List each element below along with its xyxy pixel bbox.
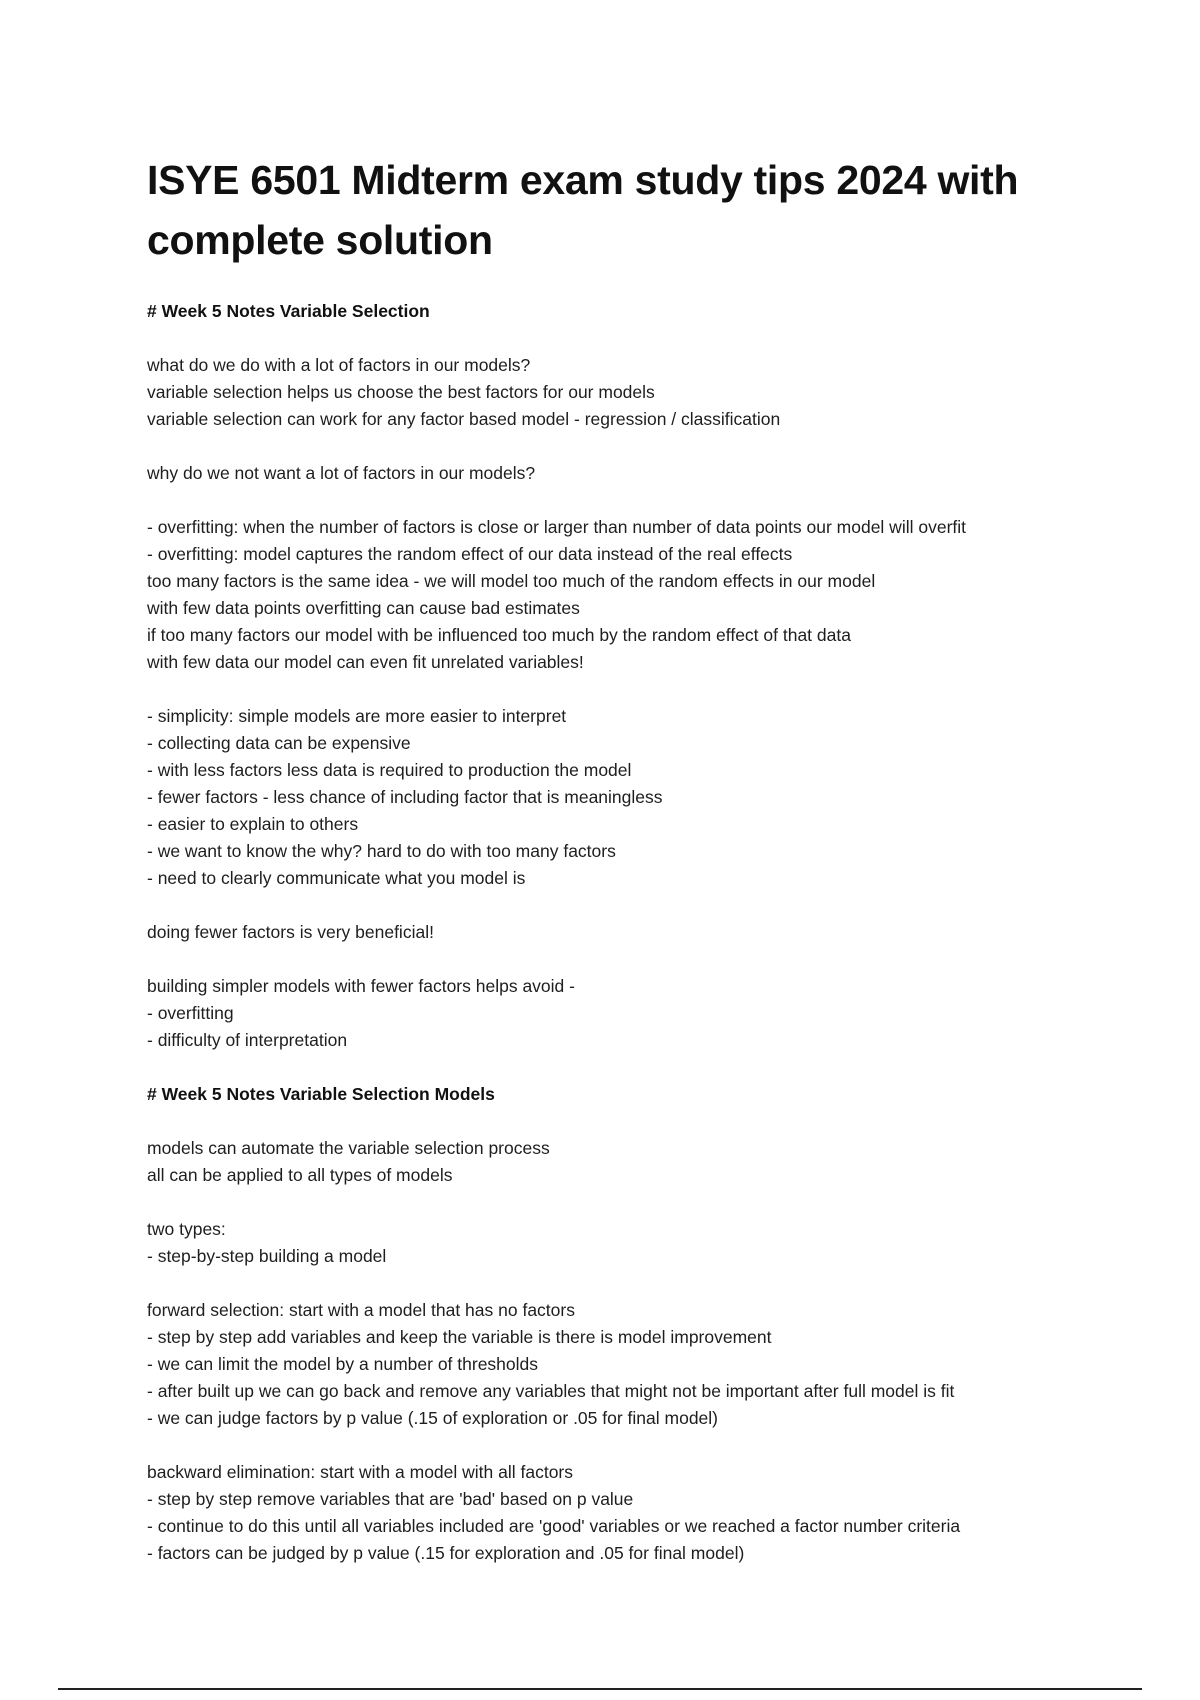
list-item: - overfitting xyxy=(147,1003,234,1023)
spacer xyxy=(147,1108,1047,1135)
section-heading-variable-selection-models: # Week 5 Notes Variable Selection Models xyxy=(147,1084,495,1104)
spacer xyxy=(147,676,1047,703)
list-item: - after built up we can go back and remove any variables that might not be important after full model is fit xyxy=(147,1381,955,1401)
list-item: - step by step add variables and keep the variable is there is model improvement xyxy=(147,1327,772,1347)
text-line: variable selection helps us choose the best factors for our models xyxy=(147,382,655,402)
text-line: models can automate the variable selection process xyxy=(147,1138,550,1158)
text-line: - overfitting: model captures the random effect of our data instead of the real effects xyxy=(147,544,793,564)
text-line: backward elimination: start with a model with all factors xyxy=(147,1462,574,1482)
list-item: - step-by-step building a model xyxy=(147,1246,387,1266)
text-line: what do we do with a lot of factors in our models? xyxy=(147,355,531,375)
spacer xyxy=(147,1270,1047,1297)
text-line: doing fewer factors is very beneficial! xyxy=(147,922,434,942)
text-line: variable selection can work for any factor based model - regression / classification xyxy=(147,409,781,429)
list-item: - fewer factors - less chance of including factor that is meaningless xyxy=(147,787,663,807)
document-body xyxy=(147,150,1047,1567)
list-item: - collecting data can be expensive xyxy=(147,733,411,753)
spacer xyxy=(147,946,1047,973)
spacer xyxy=(147,1432,1047,1459)
spacer xyxy=(147,325,1047,352)
section-heading-variable-selection: # Week 5 Notes Variable Selection xyxy=(147,301,430,321)
list-item: - simplicity: simple models are more easier to interpret xyxy=(147,706,567,726)
list-item: - we can judge factors by p value (.15 of exploration or .05 for final model) xyxy=(147,1408,718,1428)
text-line: - overfitting: when the number of factors is close or larger than number of data points our model will overfit xyxy=(147,517,967,537)
text-line: why do we not want a lot of factors in our models? xyxy=(147,463,536,483)
spacer xyxy=(147,487,1047,514)
list-item: - difficulty of interpretation xyxy=(147,1030,348,1050)
spacer xyxy=(147,1054,1047,1081)
text-line: building simpler models with fewer factors helps avoid - xyxy=(147,976,575,996)
list-item: - easier to explain to others xyxy=(147,814,359,834)
text-line: too many factors is the same idea - we will model too much of the random effects in our model xyxy=(147,571,876,591)
spacer xyxy=(147,433,1047,460)
list-item: - continue to do this until all variables included are 'good' variables or we reached a factor number criteria xyxy=(147,1516,961,1536)
spacer xyxy=(147,1189,1047,1216)
text-line: if too many factors our model with be influenced too much by the random effect of that data xyxy=(147,625,851,645)
list-item: - step by step remove variables that are 'bad' based on p value xyxy=(147,1489,634,1509)
footer-divider xyxy=(58,1688,1142,1690)
list-item: - we can limit the model by a number of thresholds xyxy=(147,1354,539,1374)
text-line: with few data points overfitting can cause bad estimates xyxy=(147,598,580,618)
list-item: - factors can be judged by p value (.15 for exploration and .05 for final model) xyxy=(147,1543,745,1563)
document-title: ISYE 6501 Midterm exam study tips 2024 with complete solution xyxy=(147,157,1019,263)
list-item: - we want to know the why? hard to do with too many factors xyxy=(147,841,616,861)
spacer xyxy=(147,892,1047,919)
list-item: - need to clearly communicate what you model is xyxy=(147,868,526,888)
list-item: - with less factors less data is required to production the model xyxy=(147,760,632,780)
text-line: forward selection: start with a model that has no factors xyxy=(147,1300,575,1320)
text-line: with few data our model can even fit unrelated variables! xyxy=(147,652,584,672)
text-line: all can be applied to all types of models xyxy=(147,1165,453,1185)
text-line: two types: xyxy=(147,1219,226,1239)
